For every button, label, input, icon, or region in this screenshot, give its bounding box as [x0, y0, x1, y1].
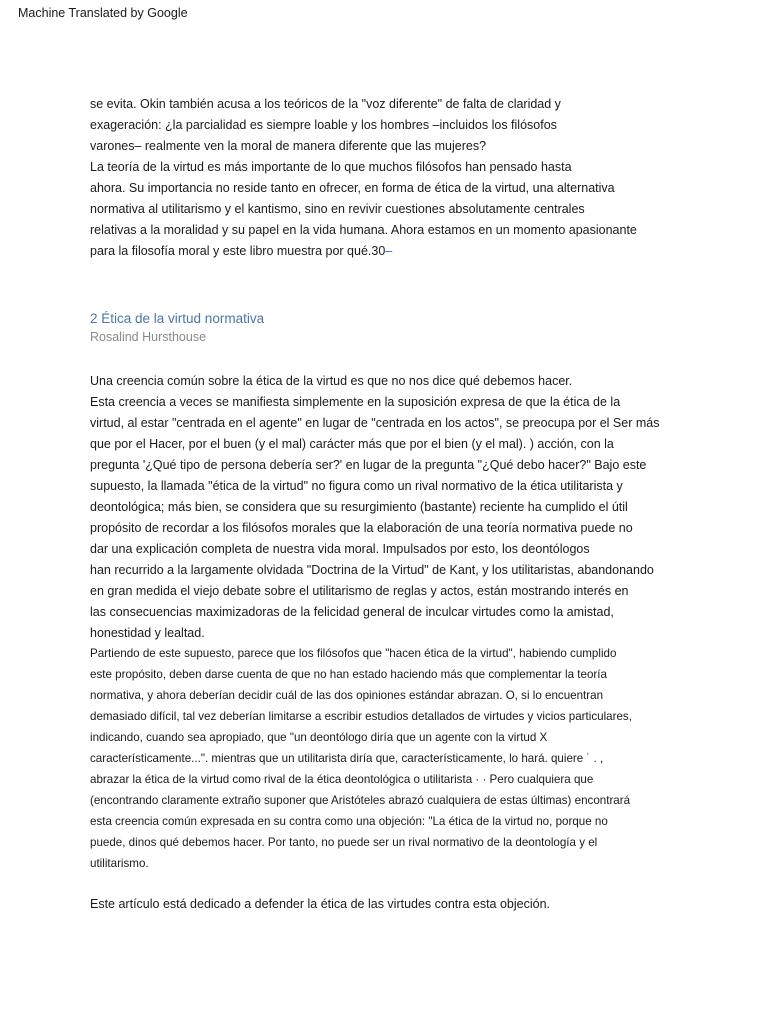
- text-line: que por el Hacer, por el buen (y el mal) carácter más que por el bien (y el mal). ) acción, con la: [90, 437, 614, 451]
- text-line: las consecuencias maximizadoras de la felicidad general de inculcar virtudes como la amistad,: [90, 605, 614, 619]
- text-line: (encontrando claramente extraño suponer que Aristóteles abrazó cualquiera de estas últimas) encontrará: [90, 794, 631, 807]
- text-line: Este artículo está dedicado a defender la ética de las virtudes contra esta objeción.: [90, 897, 551, 911]
- text-line: varones– realmente ven la moral de manera diferente que las mujeres?: [90, 139, 487, 153]
- section-title: 2 Ética de la virtud normativa: [90, 311, 265, 326]
- text-line: supuesto, la llamada "ética de la virtud" no figura como un rival normativo de la ética utilitarista y: [90, 479, 623, 493]
- text-line: relativas a la moralidad y su papel en la vida humana. Ahora estamos en un momento apasionante: [90, 223, 637, 237]
- text-line: normativa, y ahora deberían decidir cuál de las dos opiniones estándar abrazan. O, si lo encuentran: [90, 689, 604, 702]
- text-line: [90, 241, 690, 262]
- section-author: Rosalind Hursthouse: [90, 330, 207, 344]
- text-line: pregunta '¿Qué tipo de persona debería ser?' en lugar de la pregunta "¿Qué debo hacer?" Bajo este: [90, 458, 647, 472]
- text-line: exageración: ¿la parcialidad es siempre loable y los hombres –incluidos los filósofos: [90, 118, 557, 132]
- text-line: puede, dinos qué debemos hacer. Por tanto, no puede ser un rival normativo de la deontología y el: [90, 836, 598, 849]
- paragraph-intro: [90, 94, 690, 262]
- text-line: característicamente...". mientras que un utilitarista diría que, característicamente, lo hará. quiere ˙ . ,: [90, 752, 604, 765]
- machine-translation-banner: Machine Translated by Google: [18, 6, 188, 20]
- text-line: esta creencia común expresada en su contra como una objeción: "La ética de la virtud no, porque no: [90, 815, 608, 828]
- text-line: demasiado difícil, tal vez deberían limitarse a escribir estudios detallados de virtudes y vicios particulares,: [90, 710, 632, 723]
- footnote-link[interactable]: –: [385, 244, 393, 258]
- paragraph-body-1: [90, 371, 690, 644]
- text-line: han recurrido a la largamente olvidada "Doctrina de la Virtud" de Kant, y los utilitaristas, abandonando: [90, 563, 654, 577]
- text-line: en gran medida el viejo debate sobre el utilitarismo de reglas y actos, están mostrando interés en: [90, 584, 629, 598]
- text-line: Partiendo de este supuesto, parece que los filósofos que "hacen ética de la virtud", habiendo cumplido: [90, 647, 617, 660]
- text-line: honestidad y lealtad.: [90, 626, 205, 640]
- text-line: La teoría de la virtud es más importante de lo que muchos filósofos han pensado hasta: [90, 160, 572, 174]
- text-line: normativa al utilitarismo y el kantismo, sino en revivir cuestiones absolutamente centrales: [90, 202, 585, 216]
- paragraph-conclusion: [90, 894, 690, 915]
- text-line: propósito de recordar a los filósofos morales que la elaboración de una teoría normativa puede no: [90, 521, 633, 535]
- text-line: utilitarismo.: [90, 857, 149, 870]
- paragraph-body-2: [90, 643, 690, 874]
- text-line: Una creencia común sobre la ética de la virtud es que no nos dice qué debemos hacer.: [90, 374, 573, 388]
- text-line: indicando, cuando sea apropiado, que "un deontólogo diría que un agente con la virtud X: [90, 731, 548, 744]
- text-line: virtud, al estar "centrada en el agente" en lugar de "centrada en los actos", se preocupa por el Ser más: [90, 416, 660, 430]
- text-line: se evita. Okin también acusa a los teóricos de la "voz diferente" de falta de claridad y: [90, 97, 561, 111]
- text-line: abrazar la ética de la virtud como rival de la ética deontológica o utilitarista · · Pero cualquiera que: [90, 773, 594, 786]
- text-line: este propósito, deben darse cuenta de que no han estado haciendo más que complementar la teoría: [90, 668, 607, 681]
- text-line-content: para la filosofía moral y este libro muestra por qué.30: [90, 244, 386, 258]
- text-line: deontológica; más bien, se considera que su resurgimiento (bastante) reciente ha cumplido el útil: [90, 500, 628, 514]
- text-line: ahora. Su importancia no reside tanto en ofrecer, en forma de ética de la virtud, una alternativa: [90, 181, 615, 195]
- text-line: Esta creencia a veces se manifiesta simplemente en la suposición expresa de que la ética de la: [90, 395, 621, 409]
- text-line: dar una explicación completa de nuestra vida moral. Impulsados por esto, los deontólogos: [90, 542, 590, 556]
